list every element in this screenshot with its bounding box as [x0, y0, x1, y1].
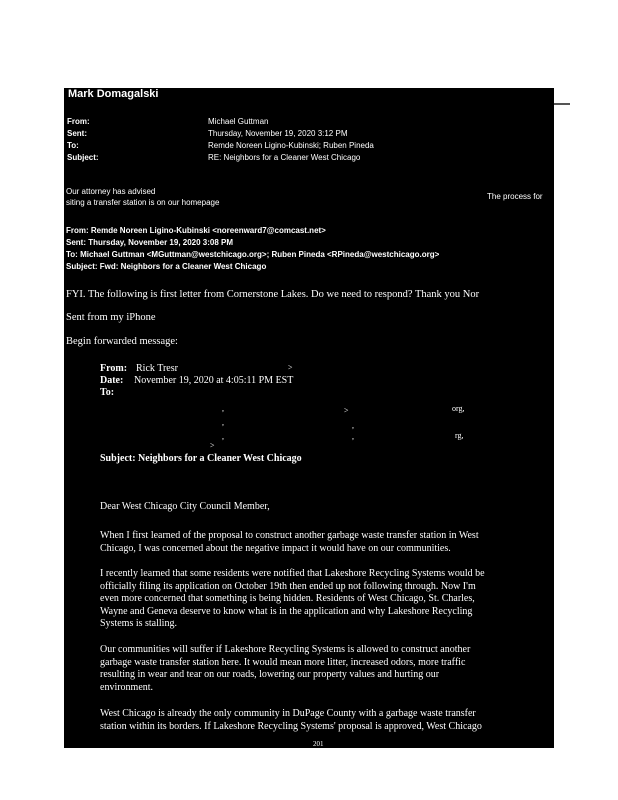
letter-line: When I first learned of the proposal to construct another garbage waste transfer station in West	[100, 530, 479, 541]
redaction-fragment: ,	[222, 432, 224, 441]
header-to-value: Remde Noreen Ligino-Kubinski; Ruben Pineda	[208, 141, 374, 150]
header-to-label: To:	[67, 141, 79, 150]
forward-1-to: To: Michael Guttman <MGuttman@westchicago.org>; Ruben Pineda <RPineda@westchicago.org>	[66, 250, 440, 259]
redaction-fragment: ,	[352, 421, 354, 430]
letter-salutation: Dear West Chicago City Council Member,	[100, 501, 270, 512]
fyi-line: FYI. The following is first letter from Cornerstone Lakes. Do we need to respond? Thank you Nor	[66, 289, 480, 300]
forward-2-from-label: From:	[100, 363, 128, 374]
letter-paragraph-4	[100, 708, 540, 733]
letter-paragraph-2	[100, 568, 540, 631]
letter-line: officially filing its application on October 19th then ended up not following through. Now I'm	[100, 580, 476, 592]
reply-body-line-2: siting a transfer station is on our homepage	[66, 198, 220, 207]
redaction-fragment: >	[344, 406, 349, 415]
reply-body-right-fragment: The process for	[487, 192, 543, 201]
header-subject-label: Subject:	[67, 153, 99, 162]
forward-2-subject: Subject: Neighbors for a Cleaner West Chicago	[100, 453, 302, 464]
page-number: 201	[313, 740, 324, 748]
header-sent-label: Sent:	[67, 129, 87, 138]
forward-2-date-value: November 19, 2020 at 4:05:11 PM EST	[134, 375, 294, 386]
letter-line: garbage waste transfer station here. It would mean more litter, increased odors, more traffic	[100, 656, 466, 668]
letter-paragraph-1	[100, 530, 540, 555]
header-from-value: Michael Guttman	[208, 117, 269, 126]
forward-2-from-value: Rick Tresr	[136, 363, 178, 374]
letter-line: station within its borders. If Lakeshore Recycling Systems' proposal is approved, West Chicago	[100, 720, 482, 732]
letter-line: Systems is stalling.	[100, 618, 177, 629]
reply-body-line-1: Our attorney has advised	[66, 187, 156, 196]
letter-line: Wayne and Geneva deserve to know what is in the application and why Lakeshore Recycling	[100, 605, 473, 617]
redaction-fragment: org,	[452, 404, 465, 413]
letter-line: resulting in wear and tear on our roads, lowering our property values and hurting our	[100, 669, 440, 680]
begin-forwarded-message: Begin forwarded message:	[66, 336, 178, 347]
redaction-fragment: rg,	[455, 431, 464, 440]
letter-line: Our communities will suffer if Lakeshore Recycling Systems is allowed to construct another	[100, 644, 471, 655]
letter-line: environment.	[100, 681, 154, 693]
letter-paragraph-3	[100, 644, 540, 694]
document-page	[64, 88, 554, 748]
redaction-fragment: ,	[222, 404, 224, 413]
header-from-label: From:	[67, 117, 90, 126]
redaction-fragment: ,	[352, 432, 354, 441]
forward-1-from: From: Remde Noreen Ligino-Kubinski <noreenward7@comcast.net>	[66, 226, 326, 235]
letter-line: I recently learned that some residents were notified that Lakeshore Recycling Systems would be	[100, 568, 485, 579]
forward-1-subject: Subject: Fwd: Neighbors for a Cleaner West Chicago	[66, 262, 267, 271]
header-sent-value: Thursday, November 19, 2020 3:12 PM	[208, 129, 348, 138]
letter-line: West Chicago is already the only community in DuPage County with a garbage waste transfer	[100, 708, 476, 719]
scan-edge-mark	[554, 103, 570, 105]
redaction-fragment: ,	[222, 418, 224, 427]
forward-2-date-label: Date:	[100, 375, 124, 386]
forward-2-from-trailing: >	[288, 363, 293, 372]
sender-name: Mark Domagalski	[68, 88, 159, 100]
redaction-fragment: >	[210, 441, 215, 450]
sent-from-iphone: Sent from my iPhone	[66, 312, 156, 323]
forward-1-sent: Sent: Thursday, November 19, 2020 3:08 PM	[66, 238, 234, 247]
letter-line: Chicago, I was concerned about the negative impact it would have on our communities.	[100, 542, 451, 554]
letter-line: even more concerned that something is being hidden. Residents of West Chicago, St. Charles,	[100, 593, 475, 604]
forward-2-to-label: To:	[100, 387, 115, 398]
header-subject-value: RE: Neighbors for a Cleaner West Chicago	[208, 153, 361, 162]
